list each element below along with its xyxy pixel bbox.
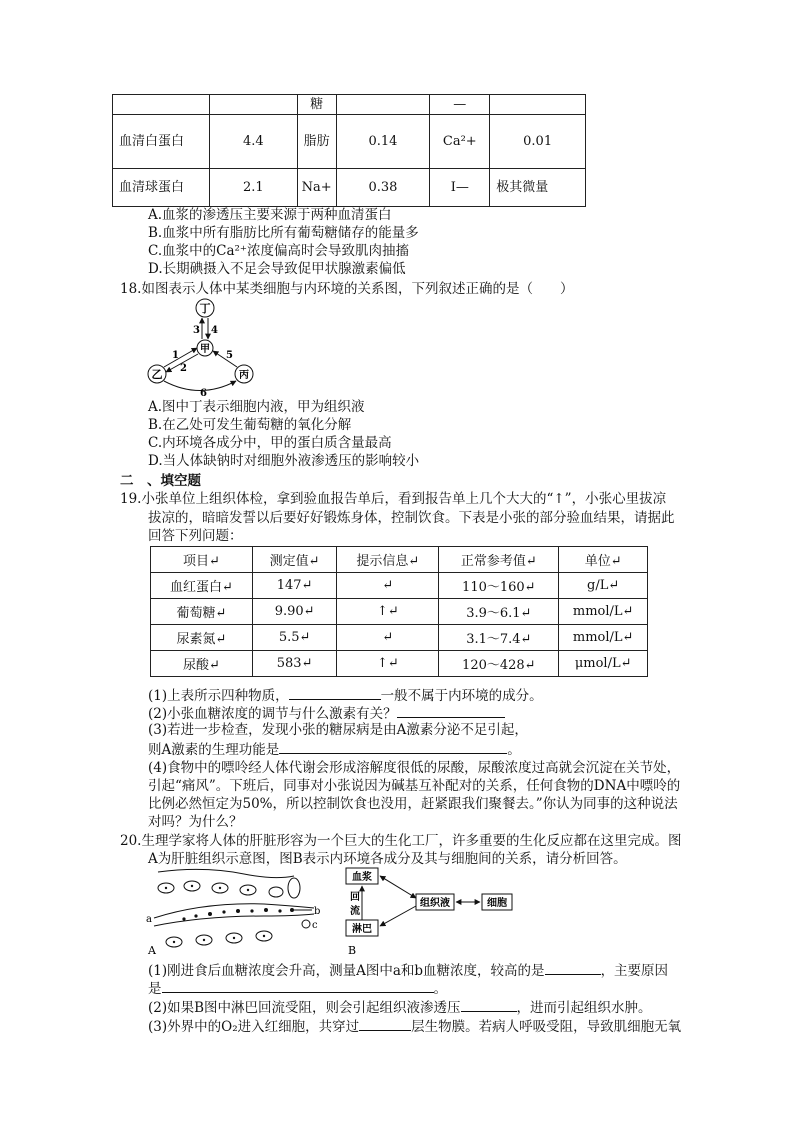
table-row (151, 625, 648, 651)
node-ding-label: 丁 (199, 302, 211, 315)
reflux-label-1: 回 (350, 892, 360, 903)
table-cell: Ca²+ (430, 115, 490, 169)
q19-sub4-line: 引起“痛风”。下班后，同事对小张说因为碱基互补配对的关系，任何食物的DNA中嘌呤的 (148, 778, 681, 794)
q20-sub1-line2 (148, 978, 447, 998)
node-jia-label: 甲 (200, 344, 210, 355)
q20-sub2 (148, 997, 652, 1017)
q19-sub1 (148, 685, 543, 705)
q19-sub4-line: (4)食物中的嘌呤经人体代谢会形成溶解度很低的尿酸，尿酸浓度过高就会沉淀在关节处， (148, 760, 681, 776)
q19-stem-line: 拔凉的，暗暗发誓以后要好好锻炼身体，控制饮食。下表是小张的部分验血结果，请据此 (148, 510, 675, 526)
table-cell: 葡萄糖↵ (151, 599, 253, 625)
table-cell: ↵ (337, 625, 439, 651)
reflux-label-2: 流 (350, 906, 360, 917)
arrow-5-label: 5 (226, 350, 233, 361)
table-cell: 血清白蛋白 (113, 115, 210, 169)
arrow-3-label: 3 (193, 325, 200, 336)
table-cell: 110～160↵ (439, 573, 559, 599)
table-cell: 2.1 (210, 169, 298, 207)
q18-stem: 18.如图表示人体中某类细胞与内环境的关系图，下列叙述正确的是（ ） (120, 281, 574, 297)
answer-blank[interactable] (279, 739, 507, 754)
cell-nuclei (165, 885, 265, 943)
figure-b-label: B (348, 944, 357, 956)
q20-sub1 (148, 960, 668, 980)
arrow-6-label: 6 (200, 388, 207, 399)
mark-a: a (146, 914, 152, 925)
table-cell: ↑↵ (337, 599, 439, 625)
q18-option-a: A.图中丁表示细胞内液，甲为组织液 (148, 399, 365, 415)
table-cell: 0.01 (490, 115, 586, 169)
arrow-4-label: 4 (211, 325, 218, 336)
vessel-lower-wall (154, 914, 314, 926)
blood-composition-table (112, 94, 586, 207)
table-cell: 4.4 (210, 115, 298, 169)
box-plasma-label: 血浆 (352, 872, 372, 883)
answer-blank[interactable] (359, 1016, 411, 1031)
q19-sub3-line2 (148, 739, 521, 759)
table-cell: ↑↵ (337, 651, 439, 677)
table-header: 提示信息↵ (337, 547, 439, 573)
figure-b-internal-environment (344, 866, 524, 956)
blood-test-table (150, 546, 648, 677)
q20-sub2-text: (2)如果B图中淋巴回流受阻，则会引起组织液渗透压 (148, 1000, 461, 1016)
table-cell (210, 95, 298, 115)
box-lymph-label: 淋巴 (352, 924, 372, 935)
q19-stem-line: 19.小张单位上组织体检，拿到验血报告单后，看到报告单上几个大大的“↑”，小张心里拔凉 (120, 491, 667, 507)
answer-blank[interactable] (545, 960, 601, 975)
table-cell: Na+ (297, 169, 336, 207)
q18-diagram (140, 296, 270, 400)
table-cell: g/L↵ (559, 573, 648, 599)
q19-sub3-text: 。 (507, 742, 521, 758)
box-cell-label: 细胞 (487, 898, 507, 909)
section-title: 二 、填空题 (120, 473, 201, 489)
arrow-plasma-tissue (380, 876, 416, 898)
node-bing-label: 丙 (239, 370, 249, 381)
table-row (151, 651, 648, 677)
q20-stem-line: A为肝脏组织示意图，图B表示内环境各成分及其与细胞间的关系，请分析回答。 (148, 851, 627, 867)
table-row (151, 573, 648, 599)
table-row (151, 599, 648, 625)
table-cell: 血清球蛋白 (113, 169, 210, 207)
table-cell: μmol/L↵ (559, 651, 648, 677)
q20-sub1-text: ，主要原因 (600, 963, 669, 979)
table-row (113, 169, 586, 207)
figure-a-label: A (148, 944, 156, 956)
table-cell: ↵ (337, 573, 439, 599)
q20-stem-line: 20.生理学家将人体的肝脏形容为一个巨大的生化工厂，许多重要的生化反应都在这里完成。图 (120, 833, 682, 849)
table-cell: I— (430, 169, 490, 207)
liver-cells (158, 878, 300, 947)
node-yi-label: 乙 (151, 368, 163, 381)
table-cell: — (430, 95, 490, 115)
table-row (113, 95, 586, 115)
table-cell: 0.38 (336, 169, 430, 207)
table-header: 正常参考值↵ (439, 547, 559, 573)
table-row (113, 115, 586, 169)
table-header: 测定值↵ (252, 547, 336, 573)
table-cell (113, 95, 210, 115)
table-header: 单位↵ (559, 547, 648, 573)
table-header: 项目↵ (151, 547, 253, 573)
q18-option-c: C.内环境各成分中，甲的蛋白质含量最高 (148, 435, 392, 451)
box-tissue-fluid-label: 组织液 (420, 898, 450, 909)
table-cell: 583↵ (252, 651, 336, 677)
table-cell: mmol/L↵ (559, 625, 648, 651)
table-cell: 脂肪 (297, 115, 336, 169)
q17-option-a: A.血浆的渗透压主要来源于两种血清蛋白 (148, 207, 392, 223)
table-header-row (151, 547, 648, 573)
q20-sub1-text: 。 (433, 981, 447, 997)
q19-sub3-text: 则A激素的生理功能是 (148, 742, 280, 758)
q19-sub4-line: 比例必然恒定为50%，所以控制饮食也没用，赶紧跟我们聚餐去。”你认为同事的这种说法 (148, 796, 678, 812)
q19-sub1-text: (1)上表所示四种物质， (148, 688, 289, 704)
table-cell: 尿酸↵ (151, 651, 253, 677)
q20-sub1-text: (1)刚进食后血糖浓度会升高，测量A图中a和b血糖浓度，较高的是 (148, 963, 545, 979)
mark-c: c (312, 920, 318, 931)
table-cell: 5.5↵ (252, 625, 336, 651)
blood-cells (182, 908, 294, 921)
table-cell: 147↵ (252, 573, 336, 599)
arrow-tissue-to-lymph (380, 906, 416, 926)
table-cell: 糖 (297, 95, 336, 115)
q19-sub1-text: 一般不属于内环境的成分。 (380, 688, 543, 704)
q18-option-d: D.当人体缺钠时对细胞外液渗透压的影响较小 (148, 453, 420, 469)
answer-blank[interactable] (289, 685, 381, 700)
q17-option-d: D.长期碘摄入不足会导致促甲状腺激素偏低 (148, 261, 406, 277)
answer-blank[interactable] (397, 703, 505, 718)
table-cell: 3.9～6.1↵ (439, 599, 559, 625)
q20-sub3-text: 层生物膜。若病人呼吸受阻，导致肌细胞无氧 (411, 1019, 682, 1035)
table-cell: 尿素氮↵ (151, 625, 253, 651)
q19-sub2-text: (2)小张血糖浓度的调节与什么激素有关？ (148, 706, 397, 722)
table-cell: 9.90↵ (252, 599, 336, 625)
q17-option-c: C.血浆中的Ca²⁺浓度偏高时会导致肌肉抽搐 (148, 243, 410, 259)
table-cell: 120～428↵ (439, 651, 559, 677)
q19-sub4-line: 对吗？为什么？ (148, 814, 243, 830)
q20-sub1-text: 是 (148, 981, 162, 997)
arrow-2-label: 2 (180, 363, 187, 374)
q20-sub2-text: ，进而引起组织水肿。 (516, 1000, 652, 1016)
arrow-1-label: 1 (172, 350, 179, 361)
table-cell: 极其微量 (490, 169, 586, 207)
q19-stem-line: 回答下列问题： (148, 528, 243, 544)
mark-c-circle (302, 920, 310, 928)
figure-a-liver-tissue (144, 864, 334, 956)
table-cell: mmol/L↵ (559, 599, 648, 625)
capillary-wall (158, 869, 294, 877)
q19-sub3: (3)若进一步检查，发现小张的糖尿病是由A激素分泌不足引起， (148, 722, 528, 738)
table-cell: 3.1～7.4↵ (439, 625, 559, 651)
answer-blank[interactable] (461, 997, 517, 1012)
table-cell (490, 95, 586, 115)
q20-sub3 (148, 1016, 681, 1036)
table-cell: 血红蛋白↵ (151, 573, 253, 599)
q20-sub3-text: (3)外界中的O₂进入红细胞，共穿过 (148, 1019, 360, 1035)
arrow-5 (213, 351, 237, 367)
q19-sub2 (148, 703, 505, 723)
q17-option-b: B.血浆中所有脂肪比所有葡萄糖储存的能量多 (148, 225, 419, 241)
mark-b: b (314, 906, 321, 917)
answer-blank[interactable] (162, 978, 434, 993)
table-cell (336, 95, 430, 115)
q18-option-b: B.在乙处可发生葡萄糖的氧化分解 (148, 417, 352, 433)
table-cell: 0.14 (336, 115, 430, 169)
